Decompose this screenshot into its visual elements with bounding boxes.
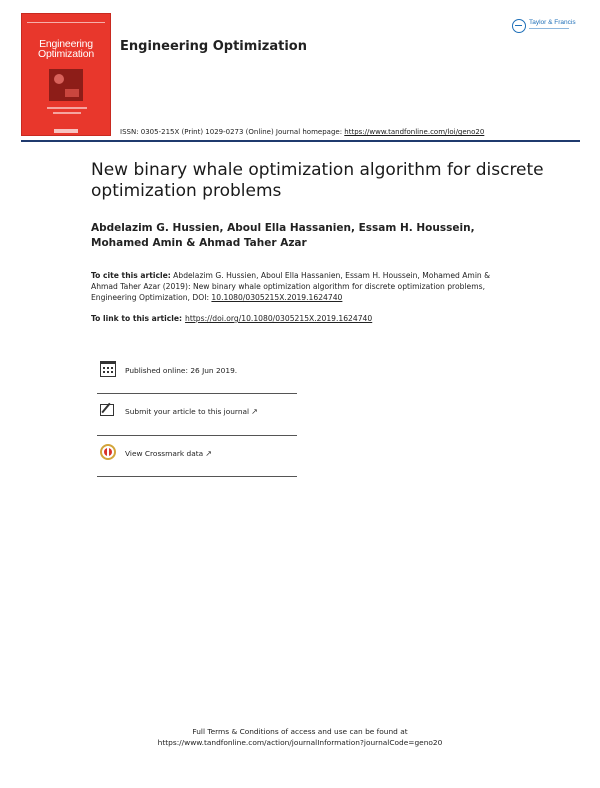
- article-doi-url[interactable]: https://doi.org/10.1080/0305215X.2019.1624740: [185, 314, 373, 323]
- cover-title-line1: Engineering: [39, 38, 93, 50]
- edit-icon: [100, 404, 114, 416]
- crossmark-row[interactable]: [97, 444, 297, 464]
- publisher-logo-text: Taylor & Francis: [529, 19, 576, 26]
- doi-link[interactable]: 10.1080/0305215X.2019.1624740: [211, 293, 343, 302]
- article-link-line: [91, 314, 372, 323]
- article-link-label: To link to this article:: [91, 314, 183, 323]
- info-divider-2: [97, 435, 297, 436]
- cover-publisher-mark: [54, 129, 78, 133]
- citation-block: [91, 270, 491, 303]
- submit-article-link[interactable]: Submit your article to this journal: [125, 407, 250, 416]
- published-date-text: Published online: 26 Jun 2019.: [125, 366, 238, 375]
- footer-terms-text: Full Terms & Conditions of access and use can be found at: [192, 727, 408, 736]
- submit-article-link-wrap: [125, 407, 258, 416]
- submit-article-row[interactable]: [97, 402, 297, 422]
- issn-line: [120, 128, 484, 136]
- publisher-logo-icon: [512, 19, 526, 33]
- header-divider: [21, 140, 580, 142]
- cover-title-line2: Optimization: [38, 48, 94, 60]
- journal-name[interactable]: Engineering Optimization: [120, 39, 307, 54]
- issn-text: ISSN: 0305-215X (Print) 1029-0273 (Online) Journal homepage:: [120, 128, 345, 136]
- cover-artwork: [49, 69, 83, 101]
- publisher-logo[interactable]: [512, 18, 580, 36]
- crossmark-link-wrap: [125, 449, 212, 458]
- cover-topline: [27, 18, 105, 23]
- journal-cover-image: [21, 13, 111, 136]
- cover-title: [21, 39, 111, 59]
- published-row: [97, 361, 297, 381]
- journal-homepage-link[interactable]: https://www.tandfonline.com/loi/geno20: [344, 128, 485, 136]
- crossmark-link[interactable]: View Crossmark data: [125, 449, 204, 458]
- info-divider-1: [97, 393, 297, 394]
- publisher-logo-subline: [529, 28, 569, 29]
- external-link-icon: ↗: [251, 407, 258, 416]
- footer: [0, 726, 600, 748]
- footer-terms-link[interactable]: https://www.tandfonline.com/action/journalInformation?journalCode=geno20: [157, 738, 443, 747]
- article-authors: Abdelazim G. Hussien, Aboul Ella Hassanien, Essam H. Houssein, Mohamed Amin & Ahmad Taher Azar: [91, 222, 475, 249]
- citation-label: To cite this article:: [91, 271, 171, 280]
- external-link-icon: ↗: [205, 449, 212, 458]
- info-divider-3: [97, 476, 297, 477]
- article-title: New binary whale optimization algorithm for discrete optimization problems: [91, 160, 544, 201]
- citation-text: Abdelazim G. Hussien, Aboul Ella Hassanien, Essam H. Houssein, Mohamed Amin & Ahmad Taher Azar (2019): New binary whale optimization algorithm for discrete optimization problems, Engineering Optimization, DOI:: [91, 271, 491, 302]
- calendar-icon: [100, 361, 116, 377]
- crossmark-icon: [100, 444, 116, 460]
- cover-text-lines: [47, 107, 87, 117]
